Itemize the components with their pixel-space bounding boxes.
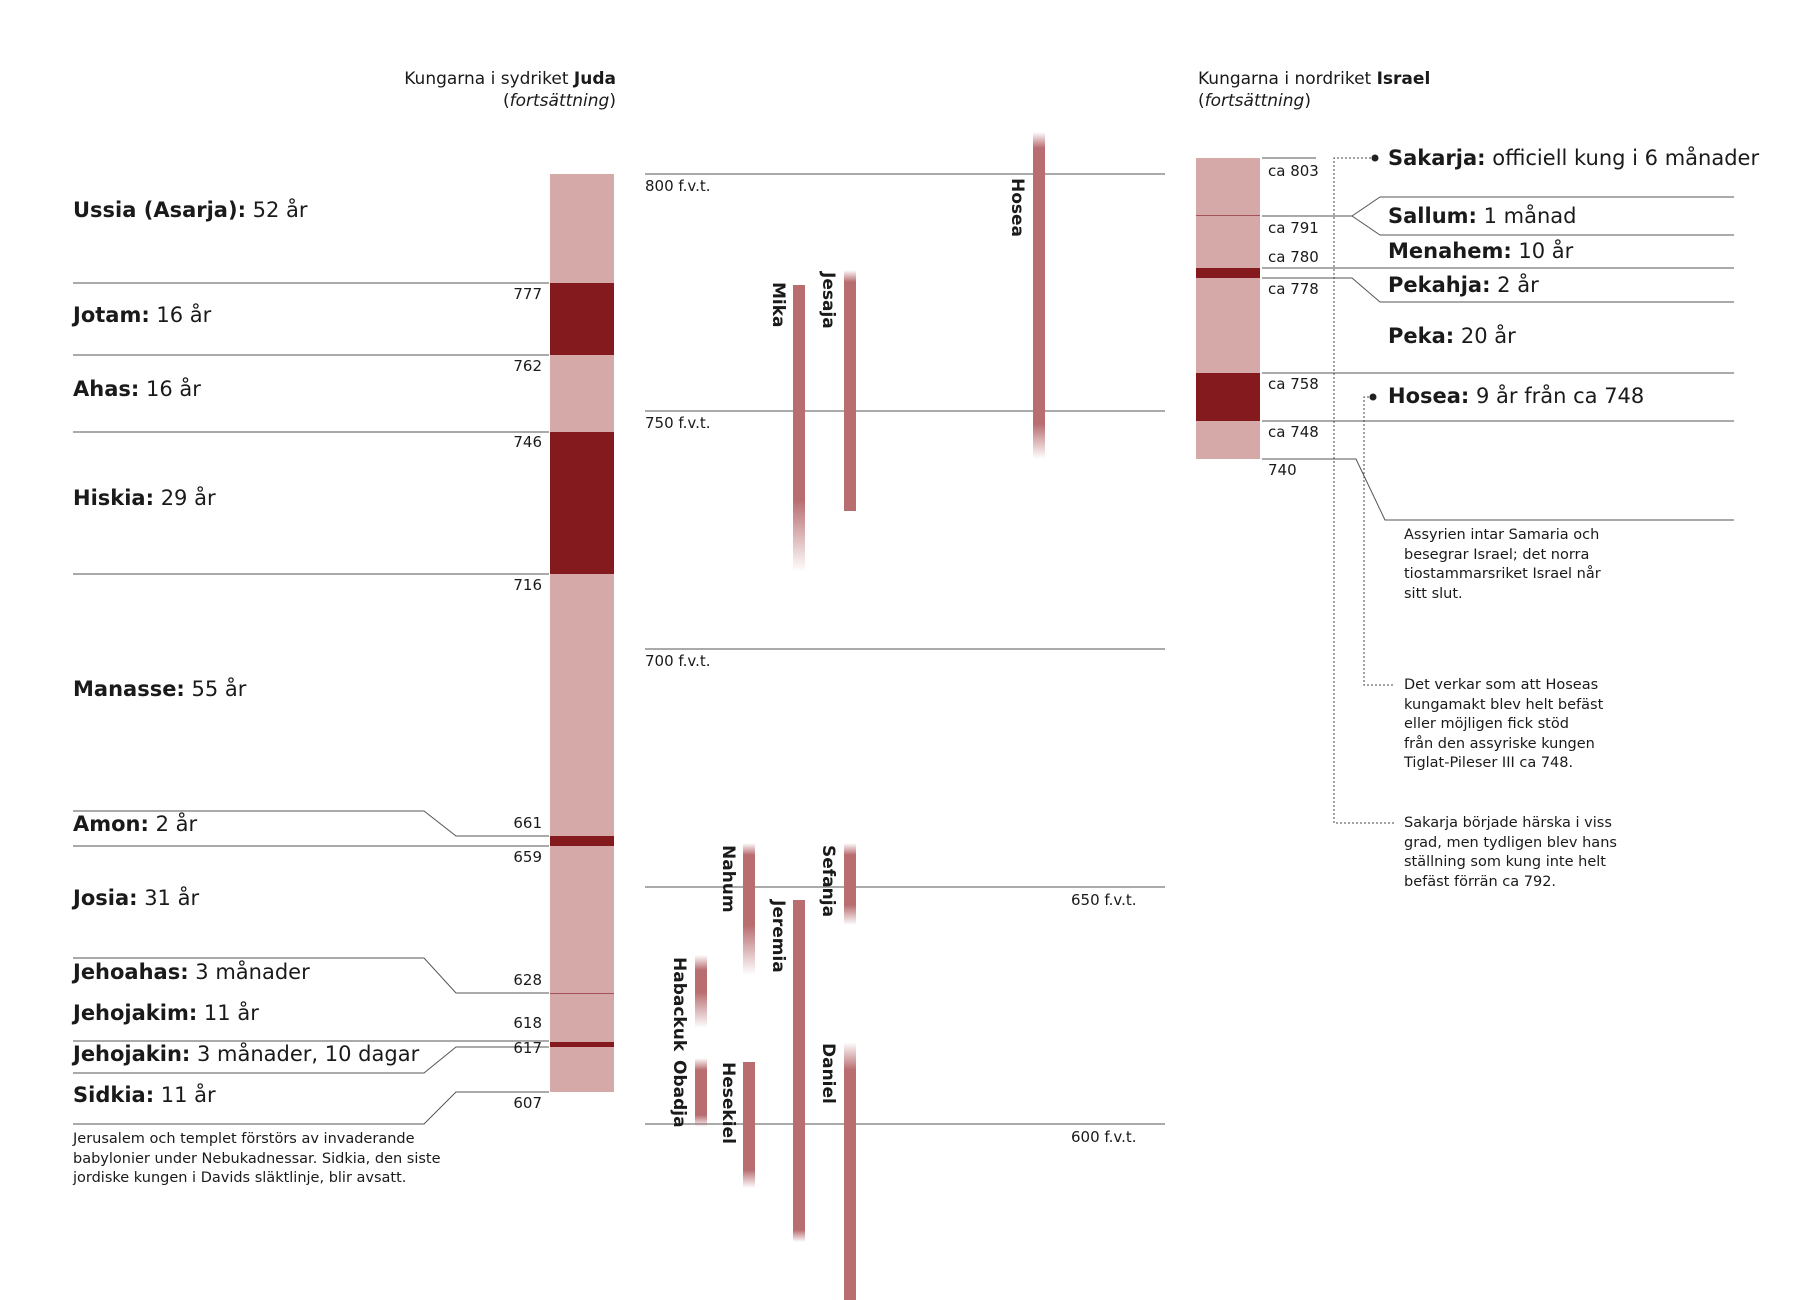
judah-year: 716	[513, 576, 542, 594]
reign-jehoahas	[550, 993, 614, 995]
era-label-700: 700 f.v.t.	[645, 652, 711, 670]
reign-manasse	[550, 574, 614, 836]
judah-king-sidkia: Sidkia: 11 år	[73, 1083, 216, 1107]
prophet-label-jesaja: Jesaja	[818, 272, 838, 329]
reign-ussia	[550, 174, 614, 284]
judah-king-jehojakim: Jehojakim: 11 år	[73, 1001, 259, 1025]
judah-separators	[73, 283, 549, 1124]
era-label-800: 800 f.v.t.	[645, 177, 711, 195]
era-label-750: 750 f.v.t.	[645, 414, 711, 432]
judah-year: 617	[513, 1039, 542, 1057]
reign-hosea-late	[1196, 421, 1260, 459]
judah-header: Kungarna i sydriket Juda (fortsättning)	[404, 69, 616, 111]
judah-king-hiskia: Hiskia: 29 år	[73, 486, 216, 510]
reign-pekahja	[1196, 268, 1260, 278]
judah-header-sub: fortsättning	[509, 91, 610, 111]
leader-dot-sakarja	[1372, 155, 1379, 162]
era-label-600: 600 f.v.t.	[1071, 1128, 1137, 1146]
reign-menahem	[1196, 216, 1260, 268]
israel-year: 740	[1268, 461, 1297, 479]
prophet-bar-jeremia	[793, 900, 805, 1242]
judah-reign-bar	[550, 174, 614, 1092]
prophet-bar-daniel	[844, 1042, 856, 1300]
israel-header: Kungarna i nordriket Israel (fortsättning)	[1198, 69, 1431, 111]
israel-king-menahem: Menahem: 10 år	[1388, 239, 1574, 263]
israel-year: ca 791	[1268, 219, 1319, 237]
israel-reign-bar	[1196, 158, 1260, 459]
leader-dot-hosea	[1370, 394, 1377, 401]
prophet-label-mika: Mika	[768, 282, 788, 328]
israel-king-peka: Peka: 20 år	[1388, 324, 1516, 348]
reign-jehojakin	[550, 1042, 614, 1047]
judah-year: 628	[513, 971, 542, 989]
note-assyria: Assyrien intar Samaria och besegrar Israel; det norra tiostammarsriket Israel når sitt slut.	[1404, 527, 1601, 602]
prophet-bar-obadja	[695, 1058, 707, 1127]
israel-king-hosea: Hosea: 9 år från ca 748	[1388, 384, 1645, 408]
note-hosea: Det verkar som att Hoseas kungamakt blev helt befäst eller möjligen fick stöd från den assyriske kungen Tiglat-Pileser III ca 748.	[1404, 677, 1604, 771]
prophet-label-sefanja: Sefanja	[818, 845, 838, 918]
judah-note: Jerusalem och templet förstörs av invaderande babylonier under Nebukadnessar. Sidkia, den siste jordiske kungen i Davids släktlinje, blir avsatt.	[73, 1131, 441, 1186]
prophet-label-nahum: Nahum	[718, 845, 738, 913]
prophet-label-hosea: Hosea	[1007, 178, 1027, 238]
era-lines	[645, 174, 1165, 1124]
israel-header-sub: fortsättning	[1204, 91, 1305, 111]
judah-year: 618	[513, 1014, 542, 1032]
prophet-bar-jesaja	[844, 270, 856, 511]
reign-amon	[550, 836, 614, 846]
reign-hiskia	[550, 432, 614, 574]
prophet-bar-hesekiel	[743, 1062, 755, 1188]
israel-year: ca 780	[1268, 248, 1319, 266]
judah-header-prefix: Kungarna i sydriket	[404, 69, 574, 89]
prophet-label-habackuk: Habackuk	[669, 957, 689, 1052]
judah-year: 746	[513, 433, 542, 451]
reign-josia	[550, 846, 614, 993]
prophet-bar-habackuk	[695, 955, 707, 1028]
prophet-bar-hosea	[1033, 132, 1045, 459]
judah-year: 659	[513, 848, 542, 866]
judah-king-ussia: Ussia (Asarja): 52 år	[73, 198, 308, 222]
israel-king-sallum: Sallum: 1 månad	[1388, 204, 1577, 228]
note-sakarja: Sakarja började härska i viss grad, men tydligen blev hans ställning som kung inte helt befäst förrän ca 792.	[1404, 815, 1617, 890]
israel-header-name: Israel	[1376, 69, 1431, 89]
reign-sakarja	[1196, 158, 1260, 215]
reign-jotam	[550, 283, 614, 355]
judah-king-amon: Amon: 2 år	[73, 812, 198, 836]
dotted-leaders	[1334, 158, 1394, 823]
prophet-bars	[695, 132, 1045, 1300]
judah-year: 762	[513, 357, 542, 375]
israel-year: ca 758	[1268, 375, 1319, 393]
israel-king-pekahja: Pekahja: 2 år	[1388, 273, 1539, 297]
prophet-label-jeremia: Jeremia	[768, 900, 788, 973]
prophet-bar-nahum	[743, 843, 755, 975]
era-label-650: 650 f.v.t.	[1071, 891, 1137, 909]
israel-header-prefix: Kungarna i nordriket	[1198, 69, 1377, 89]
reign-ahas	[550, 355, 614, 432]
judah-king-jehoahas: Jehoahas: 3 månader	[73, 960, 310, 984]
reign-hosea	[1196, 373, 1260, 421]
judah-king-manasse: Manasse: 55 år	[73, 677, 247, 701]
israel-year: ca 803	[1268, 162, 1319, 180]
judah-year: 777	[513, 285, 542, 303]
judah-king-jehojakin: Jehojakin: 3 månader, 10 dagar	[73, 1042, 420, 1066]
israel-king-sakarja: Sakarja: officiell kung i 6 månader	[1388, 146, 1760, 170]
reign-peka	[1196, 278, 1260, 373]
prophet-bar-sefanja	[844, 843, 856, 925]
judah-king-josia: Josia: 31 år	[73, 886, 200, 910]
prophet-label-obadja: Obadja	[669, 1060, 689, 1128]
reign-sidkia	[550, 1047, 614, 1092]
judah-year: 661	[513, 814, 542, 832]
judah-year: 607	[513, 1094, 542, 1112]
prophet-bar-mika	[793, 285, 805, 572]
judah-king-jotam: Jotam: 16 år	[73, 303, 212, 327]
israel-year: ca 778	[1268, 280, 1319, 298]
judah-header-name: Juda	[573, 69, 616, 89]
israel-year: ca 748	[1268, 423, 1319, 441]
judah-king-ahas: Ahas: 16 år	[73, 377, 201, 401]
prophet-label-daniel: Daniel	[818, 1043, 838, 1104]
reign-jehojakim	[550, 995, 614, 1042]
prophet-label-hesekiel: Hesekiel	[718, 1062, 738, 1144]
